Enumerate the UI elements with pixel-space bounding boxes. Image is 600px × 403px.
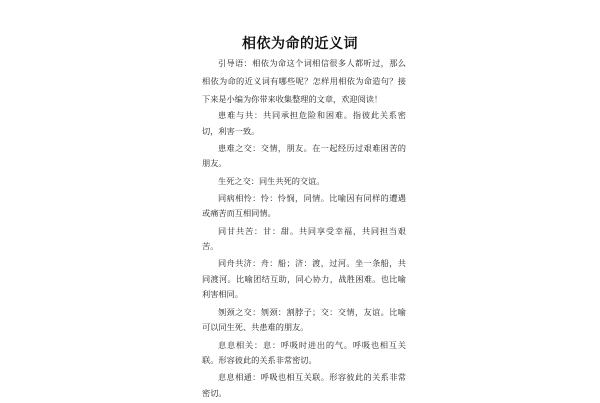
- synonym-entry: 生死之交：同生共死的交谊。: [218, 175, 325, 186]
- synonym-entry: 刎颈之交：刎颈：割脖子；交：交情，友谊。比喻可以同生死、共患难的朋友。: [202, 306, 406, 333]
- synonym-list: [202, 108, 406, 403]
- synonym-entry: 患难与共：共同承担危险和困难。指彼此关系密切，利害一致。: [202, 110, 406, 136]
- synonym-entry: 息息相通：呼吸也相互关联。形容彼此的关系非常密切。: [202, 372, 406, 398]
- synonym-entry: 患难之交：交情，朋友。在一起经历过艰难困苦的朋友。: [202, 142, 406, 169]
- article-title: 相依为命的近义词: [242, 36, 358, 52]
- synonym-entry: 同病相怜：怜：怜悯，同情。比喻因有同样的遭遇或痛苦而互相同情。: [202, 192, 406, 219]
- synonym-entry: 息息相关：息：呼吸时进出的气。呼吸也相互关联。形容彼此的关系非常密切。: [202, 339, 406, 366]
- synonym-entry: 同舟共济：舟：船；济：渡，过河。坐一条船，共同渡河。比喻团结互助，同心协力，战胜困难。也比喻利害相同。: [202, 258, 406, 300]
- article-intro: 引导语：相依为命这个词相信很多人都听过，那么相依为命的近义词有哪些呢？怎样用相依为命造句？接下来是小编为你带来收集整理的文章，欢迎阅读！: [202, 58, 406, 104]
- synonym-entry: 同甘共苦：甘：甜。共同享受幸福，共同担当艰苦。: [202, 225, 406, 252]
